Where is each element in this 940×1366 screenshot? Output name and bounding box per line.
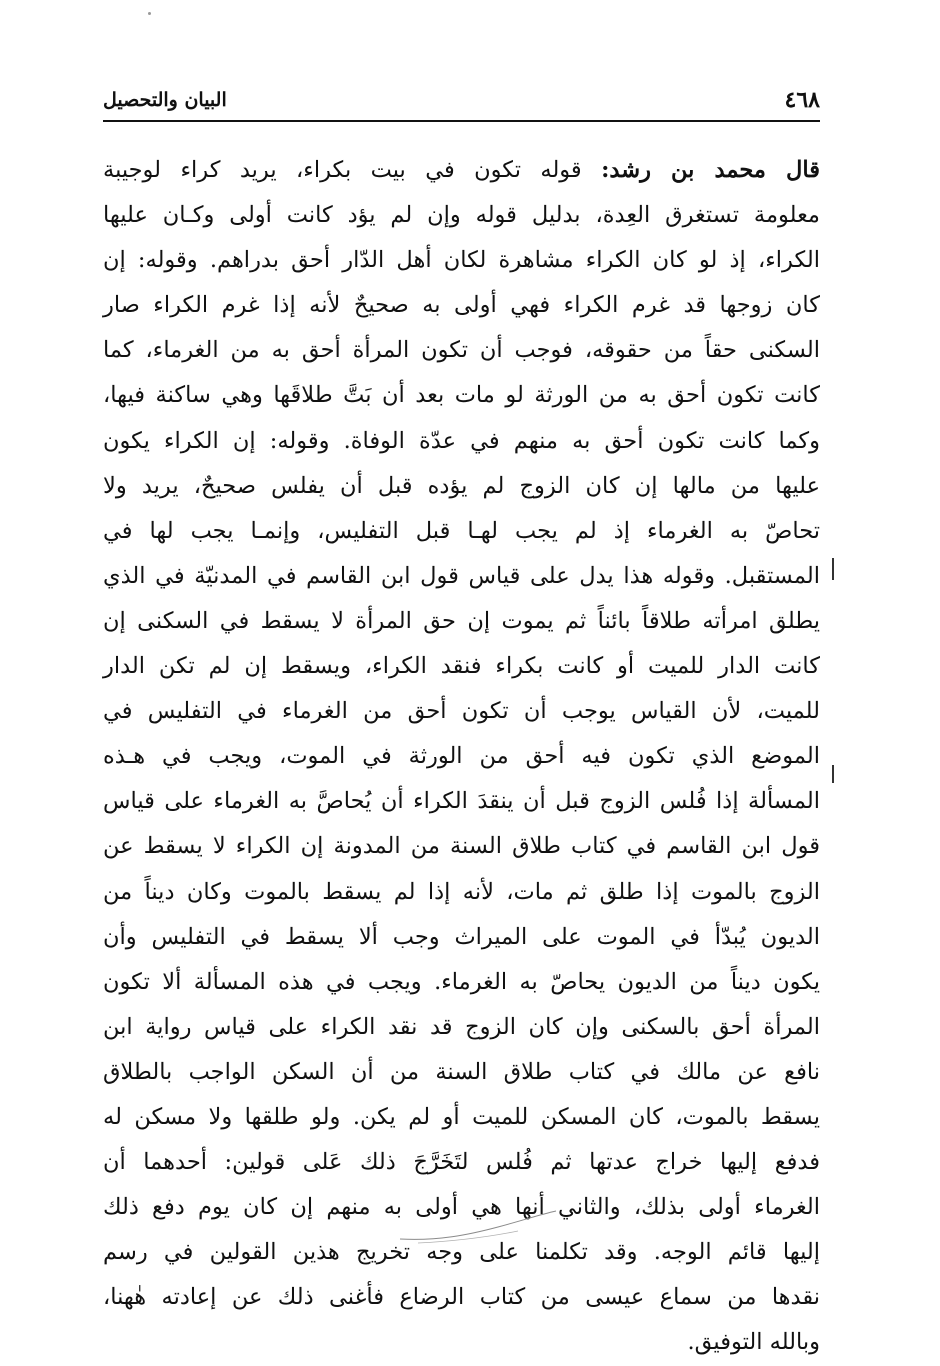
text-line: كانت تكون أحق به من الورثة لو مات بعد أن بَتَّ طلاقَها وهي ساكنة فيها، — [103, 382, 820, 409]
margin-mark — [832, 765, 834, 783]
text-line: وبالله التوفيق. — [687, 1329, 820, 1356]
text-line: المسألة إذا فُلس الزوج قبل أن ينقدَ الكراء أن يُحاصَّ به الغرماء على قياس — [103, 788, 820, 815]
scan-speck — [148, 12, 151, 15]
text-line: المرأة أحق بالسكنى وإن كان الزوج قد نقد الكراء على قياس رواية ابن — [103, 1013, 820, 1040]
text-line: نقدها من سماع عيسى من كتاب الرضاع فأغنى ذلك عن إعادته هٰهنا، — [103, 1284, 820, 1311]
text-line: كانت الدار للميت أو كانت بكراء فنقد الكراء، ويسقط إن لم تكن الدار — [103, 653, 820, 680]
text-line: إليها قائم الوجه. وقد تكلمنا على وجه تخريج هذين القولين في رسم — [103, 1239, 820, 1266]
text-line: يكون ديناً من الديون يحاصّ به الغرماء. ويجب في هذه المسألة ألا تكون — [103, 968, 820, 995]
text-line: للميت، لأن القياس يوجب أن تكون أحق من الغرماء في التفليس في — [103, 698, 820, 725]
line-text: قوله تكون في بيت بكراء، يريد كراء لوجيبة — [103, 157, 602, 183]
page-header — [103, 80, 820, 122]
text-line: تحاصّ به الغرماء إذ لم يجب لهـا قبل التفليس، وإنمـا يجب لها في — [103, 517, 820, 544]
text-line: معلومة تستغرق العِدة، بدليل قوله وإن لم يؤد كانت أولى وكـان عليها — [103, 202, 820, 229]
text-line: فدفع إليها خراج عدتها ثم فُلس لتَخَرَّجَ ذلك عَلى قولين: أحدهما أن — [103, 1149, 820, 1176]
text-line: السكنى حقاً من حقوقه، فوجب أن تكون المرأة أحق به من الغرماء، كما — [103, 337, 820, 364]
speaker-lead: قال محمد بن رشد: — [601, 157, 820, 183]
text-line: الكراء، إذ لو كان الكراء مشاهرة لكان أهل الدّار أحق بدراهم. وقوله: إن — [103, 247, 820, 274]
end-flourish — [398, 1205, 558, 1245]
margin-mark — [832, 558, 834, 580]
text-line: قول ابن القاسم في كتاب طلاق السنة من المدونة إن الكراء لا يسقط عن — [103, 833, 820, 860]
text-line: المستقبل. وقوله هذا يدل على قياس قول ابن القاسم في المدنيّة في الذي — [103, 562, 820, 589]
text-line: عليها من مالها إن كان الزوج لم يؤده قبل أن يفلس صحيحٌ، يريد ولا — [103, 472, 820, 499]
page-number: ٤٦٨ — [784, 87, 820, 113]
text-line: يطلق امرأته طلاقاً بائناً ثم يموت إن حق المرأة لا يسقط في السكنى إن — [103, 607, 820, 634]
running-title: البيان والتحصيل — [103, 89, 227, 111]
text-line: كان زوجها قد غرم الكراء فهي أولى به صحيحٌ لأنه إذا غرم الكراء صار — [103, 292, 820, 319]
text-line: الديون يُبدّأ في الموت على الميراث وجب ألا يسقط في التفليس وأن — [103, 923, 820, 950]
text-line: الغرماء أولى بذلك، والثاني أنها هي أولى به منهم إن كان يوم دفع ذلك — [103, 1194, 820, 1221]
text-line: وكما كانت تكون أحق به منهم في عدّة الوفاة. وقوله: إن الكراء يكون — [103, 427, 820, 454]
text-line: نافع عن مالك في كتاب طلاق السنة من أن السكن الواجب بالطلاق — [103, 1058, 820, 1085]
text-line: الزوج بالموت إذا طلق ثم مات، لأنه إذا لم يسقط بالموت وكان ديناً من — [103, 878, 820, 905]
text-line: الموضع الذي تكون فيه أحق من الورثة في الموت، ويجب في هـذه — [103, 743, 820, 770]
text-line: يسقط بالموت، كان المسكن للميت أو لم يكن. ولو طلقها ولا مسكن له — [103, 1103, 820, 1130]
text-line — [103, 148, 820, 193]
body-text — [103, 148, 820, 1366]
